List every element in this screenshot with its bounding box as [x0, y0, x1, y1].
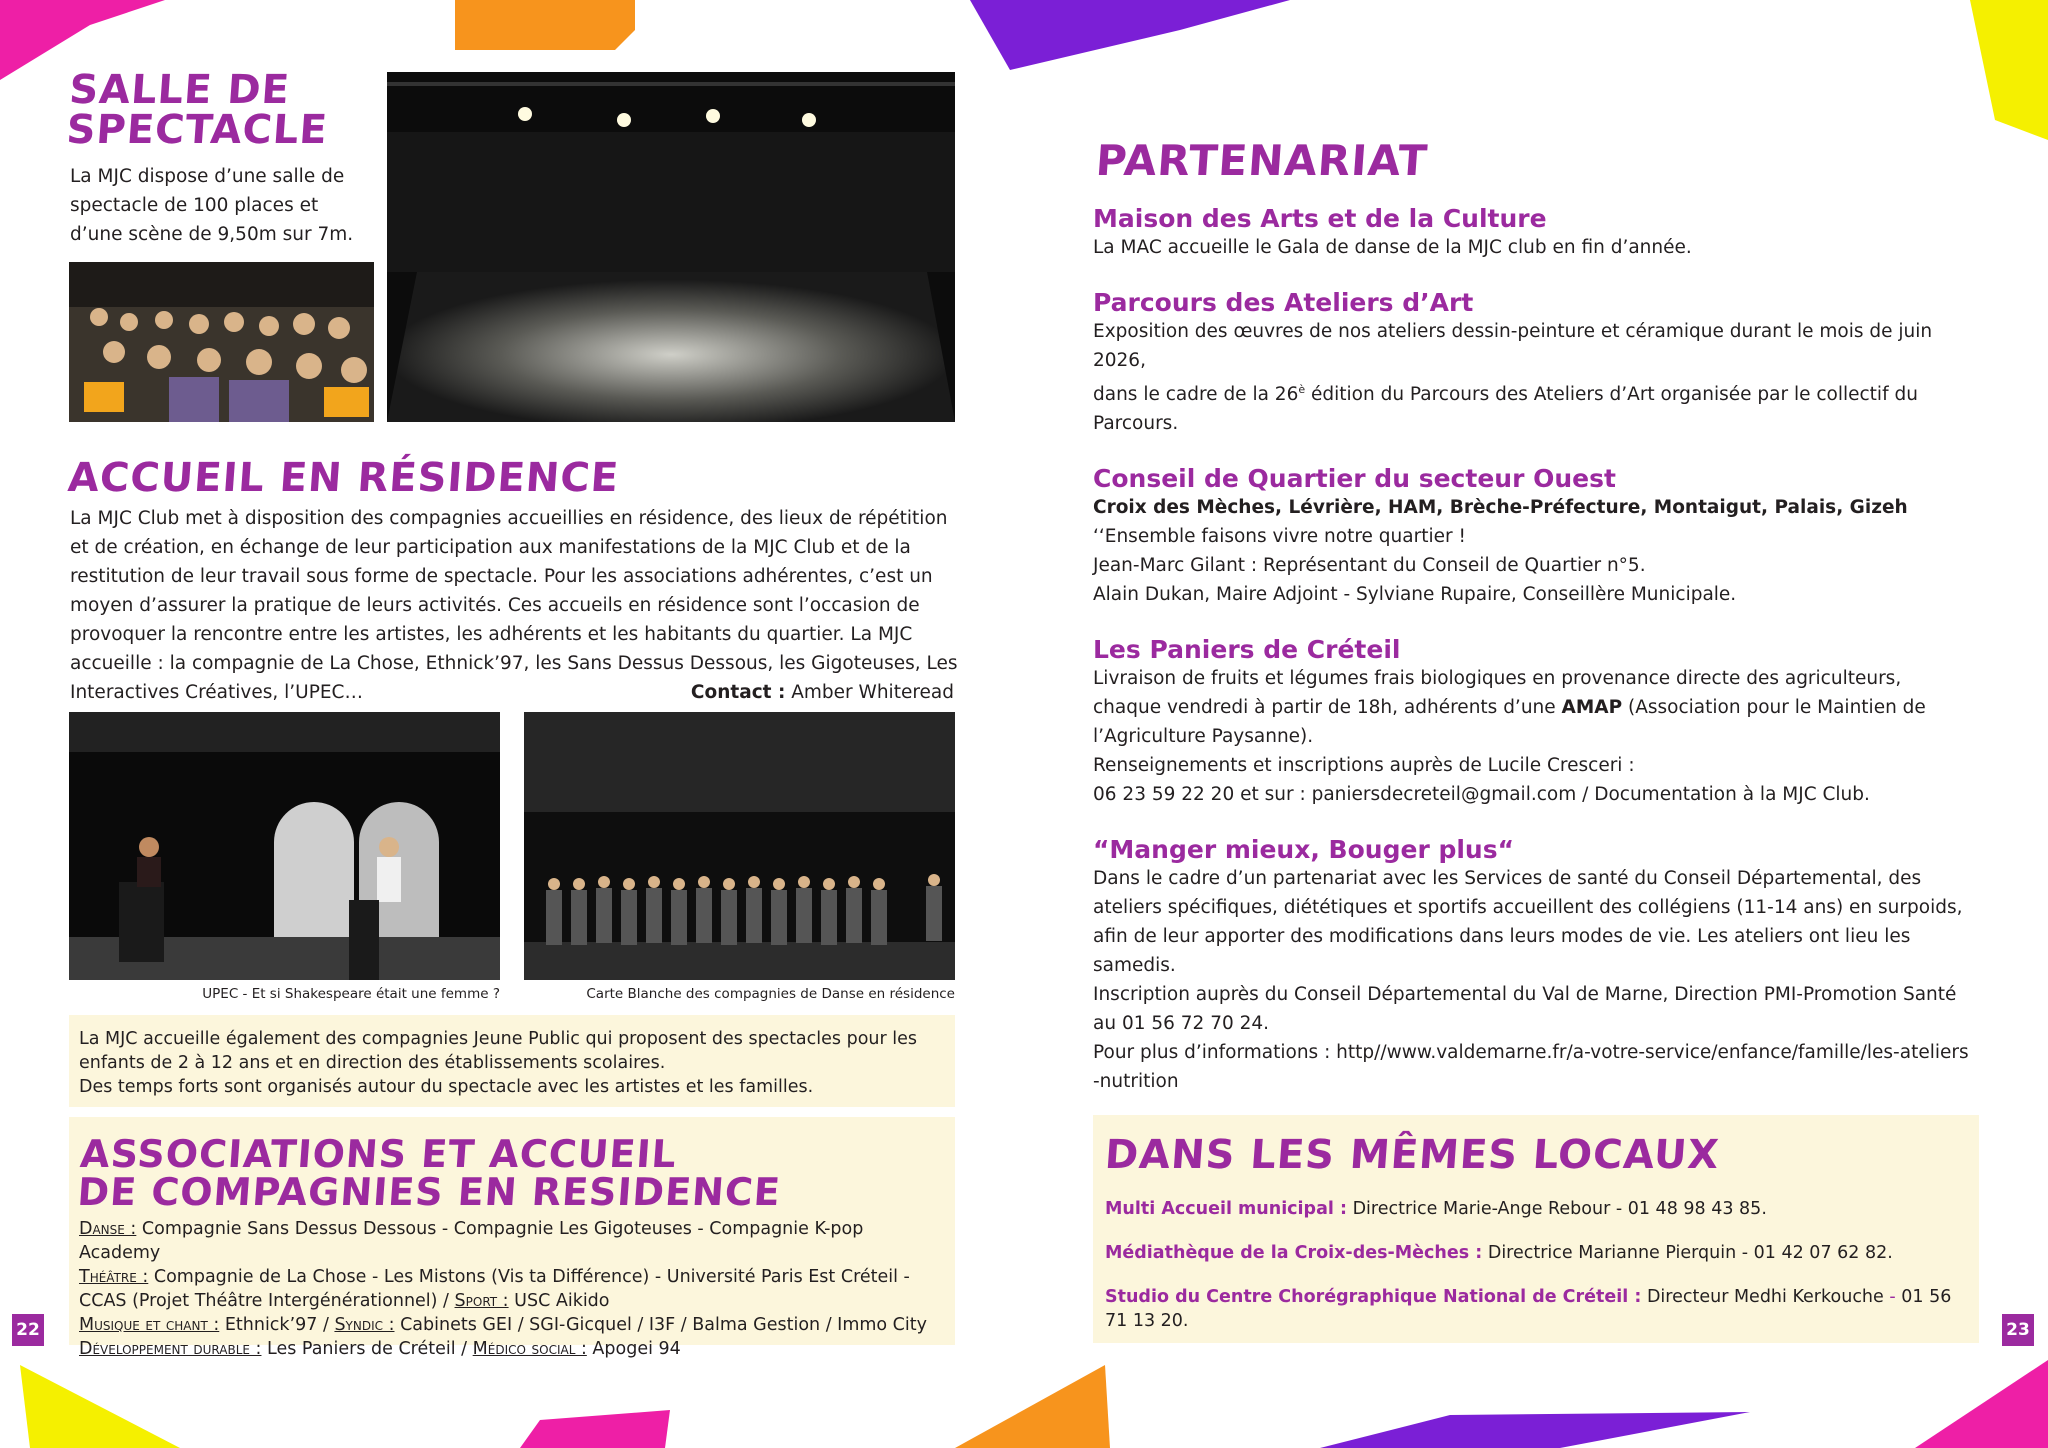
associations-title-line1: ASSOCIATIONS ET ACCUEIL	[78, 1132, 679, 1176]
accueil-title: ACCUEIL EN RÉSIDENCE	[66, 455, 621, 501]
mac-text: La MAC accueille le Gala de danse de la MJC club en fin d’année.	[1093, 237, 1692, 258]
conseil-line3: Alain Dukan, Maire Adjoint - Sylviane Rupaire, Conseillère Municipale.	[1093, 584, 1737, 606]
audience-photo	[69, 262, 374, 422]
partenariat-title: PARTENARIAT	[1094, 136, 1430, 185]
accueil-text: La MJC Club met à disposition des compagnies accueillies en résidence, des lieux de répétition et de création, en échange de leur participation aux manifestations de la MJC Club et de la restitution de leur travail sous forme de spectacle. Pour les associations adhérentes, c’est un moyen d’assurer la pratique de leurs activités. Ces accueils en résidence sont l’occasion de provoquer la rencontre entre les artistes, les adhérents et les habitants du quartier. La MJC accueille : la compagnie de La Chose, Ethnick’97, les Sans Dessus Dessous, les Gigoteuses, Les Interactives Créatives, l’UPEC…	[70, 508, 958, 703]
paniers-line2: Renseignements et inscriptions auprès de Lucile Cresceri :	[1093, 755, 1635, 777]
conseil-line1: ‘‘Ensemble faisons vivre notre quartier !	[1093, 526, 1466, 548]
accueil-contact	[600, 678, 954, 707]
paniers-text-b: (Association pour le Maintien de l’Agriculture Paysanne).	[1093, 697, 1926, 748]
locaux-panel	[1093, 1115, 1979, 1343]
mac-title: Maison des Arts et de la Culture	[1093, 204, 1547, 233]
danse-row	[79, 1217, 945, 1265]
salle-title-line1: SALLE DE	[67, 67, 292, 113]
sport-value: USC Aikido	[514, 1291, 610, 1311]
item1-value: Directrice Marie-Ange Rebour - 01 48 98 43 85.	[1352, 1199, 1767, 1219]
stage-illustration	[387, 72, 955, 422]
carte-blanche-illustration	[524, 712, 955, 980]
theatre-label: Théâtre :	[79, 1267, 149, 1287]
magenta-shape-bottom	[520, 1410, 670, 1448]
medico-value: Apogei 94	[592, 1339, 681, 1359]
parcours-text2a: dans le cadre de la 26	[1093, 384, 1299, 406]
item2-value: Directrice Marianne Pierquin - 01 42 07 62 82.	[1487, 1243, 1893, 1263]
associations-list	[79, 1217, 945, 1361]
paniers-title: Les Paniers de Créteil	[1093, 635, 1401, 665]
manger-line2: Inscription auprès du Conseil Départemental du Val de Marne, Direction PMI-Promotion Santé au 01 56 72 70 24.	[1093, 984, 1957, 1035]
locaux-title: DANS LES MÊMES LOCAUX	[1103, 1132, 1721, 1178]
theatre-value: Compagnie de La Chose - Les Mistons (Vis ta Différence) - Université Paris Est Créteil - CCAS (Projet Théâtre Intergénérationnel) /	[79, 1267, 910, 1311]
page-number-right: 23	[2002, 1314, 2034, 1346]
item3-label: Studio du Centre Chorégraphique National de Créteil :	[1105, 1287, 1642, 1307]
manger-title: “Manger mieux, Bouger plus“	[1093, 835, 1515, 865]
associations-title	[76, 1132, 947, 1214]
yellow-shape-bottom-left	[20, 1365, 180, 1448]
conseil-bold: Croix des Mèches, Lévrière, HAM, Brèche-Préfecture, Montaigut, Palais, Gizeh	[1093, 497, 1908, 519]
manger-text: Dans le cadre d’un partenariat avec les Services de santé du Conseil Départemental, des ateliers spécifiques, diététiques et sportifs accueillent des collégiens (11-14 ans) en surpoids, afin de leur apporter des modifications dans leurs modes de vie. Les ateliers ont lieu les samedis.	[1093, 868, 1963, 977]
page-number-left: 22	[12, 1314, 44, 1346]
item3-value-a: Directeur Medhi Kerkouche	[1646, 1287, 1884, 1307]
upec-caption: UPEC - Et si Shakespeare était une femme ?	[202, 986, 500, 1002]
parcours-text2b: édition du Parcours des Ateliers d’Art organisée par le collectif du Parcours.	[1093, 384, 1918, 435]
orange-shape-bottom	[955, 1365, 1110, 1448]
salle-title-line2: SPECTACLE	[64, 107, 330, 153]
medico-label: Médico social :	[472, 1339, 587, 1359]
carte-blanche-photo	[524, 712, 955, 980]
theatre-row	[79, 1265, 945, 1313]
jeune-public-line2: Des temps forts sont organisés autour du spectacle avec les artistes et les familles.	[79, 1077, 814, 1097]
item1-label: Multi Accueil municipal :	[1105, 1199, 1347, 1219]
dev-label: Développement durable :	[79, 1339, 262, 1359]
salle-text: La MJC dispose d’une salle de spectacle de 100 places et d’une scène de 9,50m sur 7m.	[70, 166, 354, 245]
partenariat-content	[1093, 204, 1973, 1096]
yellow-corner-top-right	[1970, 0, 2048, 140]
locaux-item-2	[1105, 1241, 1967, 1265]
danse-label: Danse :	[79, 1219, 137, 1239]
salle-title	[64, 67, 332, 153]
upec-photo	[69, 712, 500, 980]
parcours-sup: è	[1298, 383, 1306, 396]
conseil-title: Conseil de Quartier du secteur Ouest	[1093, 464, 1616, 494]
sport-label: Sport :	[454, 1291, 509, 1311]
carte-blanche-caption: Carte Blanche des compagnies de Danse en résidence	[586, 986, 955, 1002]
paniers-text	[1093, 664, 1973, 751]
contact-value: Amber Whiteread	[791, 682, 954, 703]
locaux-list	[1105, 1197, 1967, 1333]
contact-label: Contact :	[690, 682, 786, 703]
item2-label: Médiathèque de la Croix-des-Mèches :	[1105, 1243, 1483, 1263]
manger-line3: Pour plus d’informations : http//www.valdemarne.fr/a-votre-service/enfance/famille/les-ateliers-nutrition	[1093, 1042, 1969, 1093]
musique-row	[79, 1313, 945, 1337]
paniers-bold: AMAP	[1561, 697, 1623, 719]
audience-illustration	[69, 262, 374, 422]
dev-row	[79, 1337, 945, 1361]
syndic-value: Cabinets GEI / SGI-Gicquel / I3F / Balma Gestion / Immo City	[400, 1315, 927, 1335]
locaux-item-3	[1105, 1285, 1967, 1333]
upec-illustration	[69, 712, 500, 980]
musique-value: Ethnick’97 /	[224, 1315, 329, 1335]
item3-dash: -	[1883, 1287, 1902, 1307]
locaux-item-1	[1105, 1197, 1967, 1221]
parcours-text2	[1093, 375, 1973, 438]
associations-panel	[69, 1117, 955, 1359]
associations-title-line2: DE COMPAGNIES EN RESIDENCE	[76, 1170, 783, 1214]
musique-label: Musique et chant :	[79, 1315, 220, 1335]
dev-value: Les Paniers de Créteil /	[267, 1339, 468, 1359]
orange-tab-top	[455, 0, 635, 50]
parcours-text1: Exposition des œuvres de nos ateliers dessin-peinture et céramique durant le mois de juin 2026,	[1093, 321, 1933, 371]
parcours-title: Parcours des Ateliers d’Art	[1093, 288, 1474, 317]
item3-value-b: 01 56 71 13 20.	[1105, 1287, 1952, 1331]
violet-shape-top	[970, 0, 1290, 70]
magenta-corner-bottom-right	[1915, 1360, 2048, 1448]
stage-photo	[387, 72, 955, 422]
paniers-line3: 06 23 59 22 20 et sur : paniersdecreteil@gmail.com / Documentation à la MJC Club.	[1093, 784, 1870, 806]
paniers-text-a: Livraison de fruits et légumes frais biologiques en provenance directe des agriculteurs, chaque vendredi à partir de 18h, adhérents d’une	[1093, 668, 1902, 719]
jeune-public-panel	[69, 1015, 955, 1107]
jeune-public-line1: La MJC accueille également des compagnies Jeune Public qui proposent des spectacles pour les enfants de 2 à 12 ans et en direction des établissements scolaires.	[79, 1029, 918, 1073]
syndic-label: Syndic :	[334, 1315, 395, 1335]
violet-shape-bottom	[1320, 1412, 1750, 1448]
danse-value: Compagnie Sans Dessus Dessous - Compagnie Les Gigoteuses - Compagnie K-pop Academy	[79, 1219, 864, 1263]
conseil-line2: Jean-Marc Gilant : Représentant du Conseil de Quartier n°5.	[1093, 555, 1646, 577]
